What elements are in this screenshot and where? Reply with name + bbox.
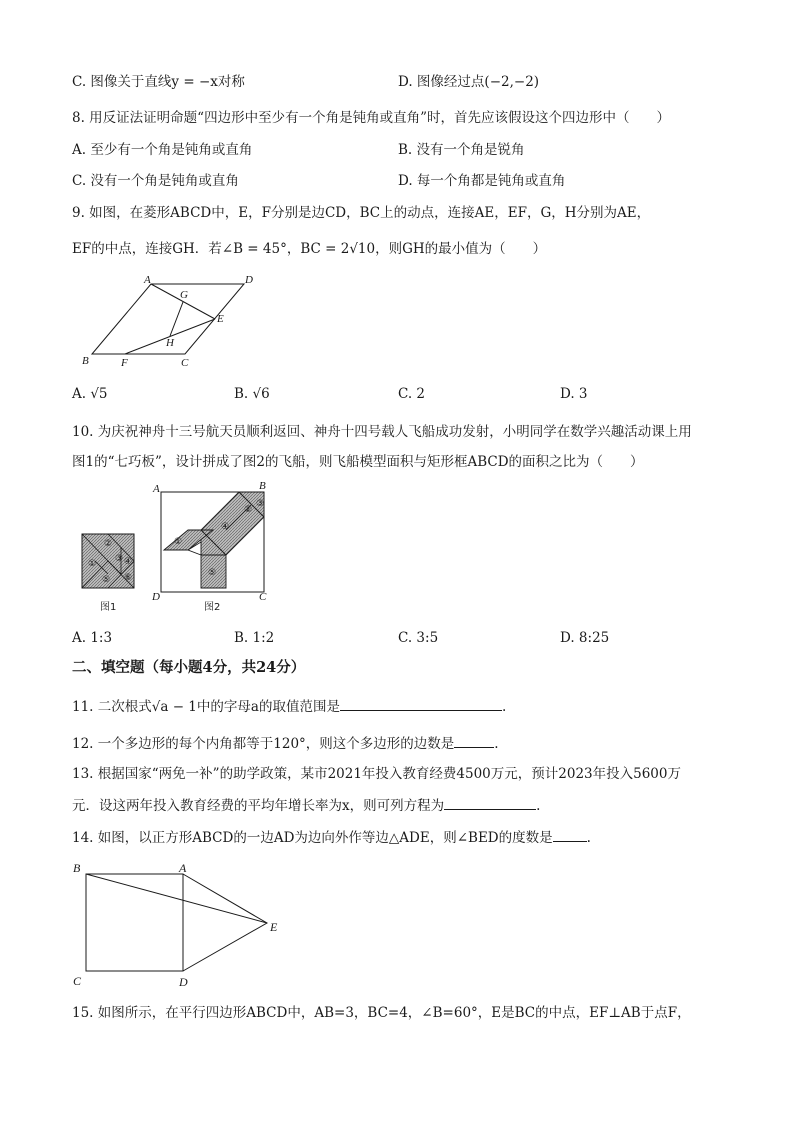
segment-be [86, 874, 267, 923]
label-c: C [181, 357, 189, 369]
q9-stem-line2: EF的中点，连接GH．若∠B = 45°，BC = 2√10，则GH的最小值为（ ） [72, 241, 547, 257]
label-b: B [82, 355, 89, 367]
square-abcd [86, 874, 183, 971]
piece-6: ⑥ [124, 573, 133, 583]
triangle-ade [183, 874, 267, 971]
label-h: H [166, 337, 174, 349]
q8-option-d: D. 每一个角都是钝角或直角 [398, 173, 566, 189]
fig2-label-a: A [153, 483, 160, 495]
label-a: A [144, 274, 151, 286]
q10-option-c: C. 3:5 [398, 630, 439, 646]
piece-4: ④ [124, 557, 133, 567]
q13-line2 [72, 795, 540, 816]
label-d: D [245, 274, 253, 286]
tangram-square [82, 534, 134, 588]
q14-end: . [586, 830, 591, 846]
q10-stem-line1: 10. 为庆祝神舟十三号航天员顺利返回、神舟十四号载人飞船成功发射，小明同学在数学兴趣活动课上用 [72, 424, 692, 440]
q14-answer-blank [553, 827, 587, 842]
q10-option-d: D. 8:25 [560, 630, 610, 646]
q8-option-b: B. 没有一个角是锐角 [398, 142, 525, 158]
q14-text: 14. 如图，以正方形ABCD的一边AD为边向外作等边△ADE，则∠BED的度数是 [72, 830, 553, 846]
q10-stem-line2: 图1的“七巧板”，设计拼成了图2的飞船，则飞船模型面积与矩形框ABCD的面积之比为（ ） [72, 454, 644, 470]
q12-end: . [494, 736, 499, 752]
q12 [72, 733, 499, 754]
label-f: F [121, 357, 128, 369]
q10-tangram-figures [76, 482, 276, 614]
q13-answer-blank [444, 795, 536, 810]
label-a: A [179, 861, 187, 875]
label-e: E [217, 313, 224, 325]
q9-stem-line1: 9. 如图，在菱形ABCD中，E，F分别是边CD，BC上的动点，连接AE，EF，G，H分别为AE， [72, 205, 651, 221]
fig2-label-d: D [152, 591, 160, 603]
q7-option-c: C. 图像关于直线y = −x对称 [72, 74, 245, 90]
q8-stem: 8. 用反证法证明命题“四边形中至少有一个角是钝角或直角”时，首先应该假设这个四边形中（ ） [72, 110, 670, 126]
ship-piece-4: ④ [221, 522, 230, 532]
q15-stem: 15. 如图所示，在平行四边形ABCD中，AB=3，BC=4，∠B=60°，E是BC的中点，EF⊥AB于点F， [72, 1005, 691, 1021]
piece-1: ① [88, 559, 97, 569]
ship-piece-5: ⑤ [208, 568, 217, 578]
q8-option-a: A. 至少有一个角是钝角或直角 [72, 142, 253, 158]
q9-option-a: A. √5 [72, 386, 108, 402]
fig1-caption: 图1 [100, 602, 117, 613]
piece-5: ⑤ [102, 575, 111, 585]
q10-option-b: B. 1:2 [234, 630, 275, 646]
q9-option-d: D. 3 [560, 386, 588, 402]
q9-option-b: B. √6 [234, 386, 270, 402]
ship-piece-1: ① [174, 537, 183, 547]
fig2-label-b: B [259, 480, 266, 492]
fig2-caption: 图2 [204, 602, 221, 613]
q8-option-c: C. 没有一个角是钝角或直角 [72, 173, 239, 189]
section-fill-blank-title: 二、填空题（每小题4分，共24分） [72, 659, 306, 676]
q12-answer-blank [454, 733, 494, 748]
q7-option-d: D. 图像经过点(−2,−2) [398, 74, 540, 90]
q14-square-triangle-figure [70, 858, 300, 990]
q9-option-c: C. 2 [398, 386, 426, 402]
q13-end: . [536, 798, 541, 814]
q11-text: 11. 二次根式√a − 1中的字母a的取值范围是 [72, 699, 340, 715]
q13-text: 元．设这两年投入教育经费的平均年增长率为x，则可列方程为 [72, 798, 445, 814]
label-e: E [270, 920, 278, 934]
fig2-label-c: C [259, 591, 267, 603]
label-c: C [73, 974, 82, 988]
label-b: B [73, 861, 81, 875]
q12-text: 12. 一个多边形的每个内角都等于120°，则这个多边形的边数是 [72, 736, 455, 752]
q14 [72, 827, 591, 848]
piece-3: ③ [115, 554, 124, 564]
q10-option-a: A. 1:3 [72, 630, 113, 646]
piece-2: ② [104, 539, 113, 549]
q11 [72, 696, 506, 717]
q9-rhombus-figure [78, 272, 268, 367]
q11-end: . [501, 699, 507, 715]
q11-answer-blank [340, 696, 502, 711]
q13-line1: 13. 根据国家“两免一补”的助学政策，某市2021年投入教育经费4500万元，预计2023年投入5600万 [72, 766, 681, 782]
ship-piece-3: ③ [256, 499, 265, 509]
label-g: G [180, 289, 188, 301]
label-d: D [179, 975, 188, 989]
ship-piece-2: ② [244, 505, 253, 515]
segment-gh [170, 302, 183, 336]
